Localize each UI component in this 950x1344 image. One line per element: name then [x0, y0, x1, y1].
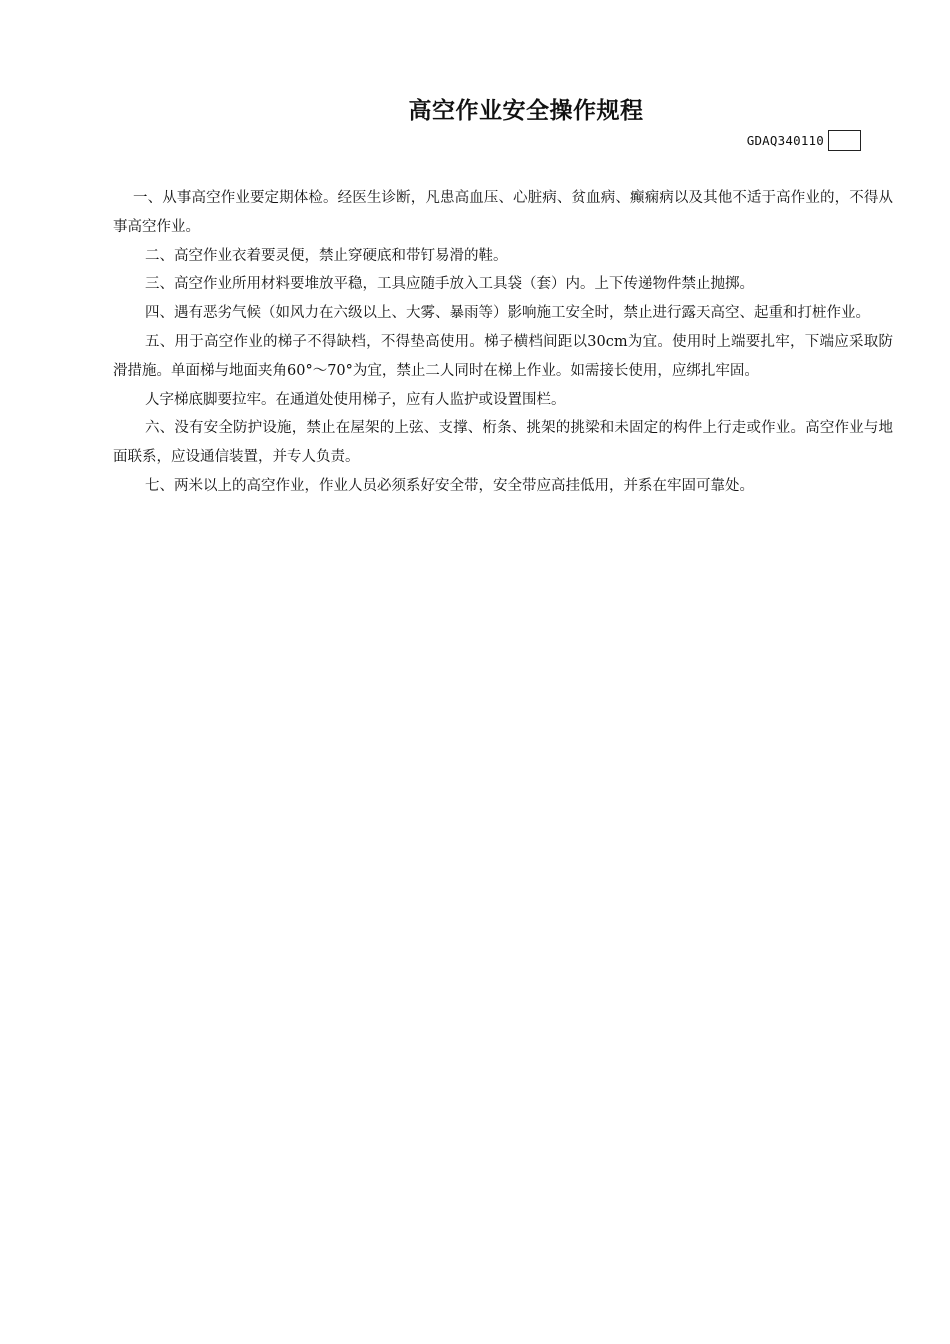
paragraph-6: 人字梯底脚要拉牢。在通道处使用梯子，应有人监护或设置围栏。 — [145, 391, 566, 408]
paragraph-4: 四、遇有恶劣气候（如风力在六级以上、大雾、暴雨等）影响施工安全时，禁止进行露天高空、起重和打桩作业。 — [145, 305, 870, 322]
paragraph-7: 六、没有安全防护设施，禁止在屋架的上弦、支撑、桁条、挑架的挑梁和未固定的构件上行走或作业。高空作业与地面联系，应设通信装置，并专人负责。 — [113, 420, 893, 466]
code-box — [828, 130, 861, 151]
document-body — [113, 184, 893, 501]
paragraph-5: 五、用于高空作业的梯子不得缺档，不得垫高使用。梯子横档间距以30cm为宜。使用时上端要扎牢，下端应采取防滑措施。单面梯与地面夹角60°～70°为宜，禁止二人同时在梯上作业。如需接长使用，应绑扎牢固。 — [113, 333, 893, 379]
document-title: 高空作业安全操作规程 — [408, 98, 644, 124]
paragraph-3: 三、高空作业所用材料要堆放平稳，工具应随手放入工具袋（套）内。上下传递物件禁止抛掷。 — [145, 276, 754, 293]
paragraph-1: 一、从事高空作业要定期体检。经医生诊断，凡患高血压、心脏病、贫血病、癫痫病以及其他不适于高作业的，不得从事高空作业。 — [113, 190, 893, 235]
paragraph-8: 七、两米以上的高空作业，作业人员必须系好安全带，安全带应高挂低用，并系在牢固可靠处。 — [145, 477, 754, 494]
document-code: GDAQ340110 — [746, 133, 824, 148]
paragraph-2: 二、高空作业衣着要灵便，禁止穿硬底和带钉易滑的鞋。 — [145, 247, 508, 264]
document-code-row — [747, 130, 861, 151]
